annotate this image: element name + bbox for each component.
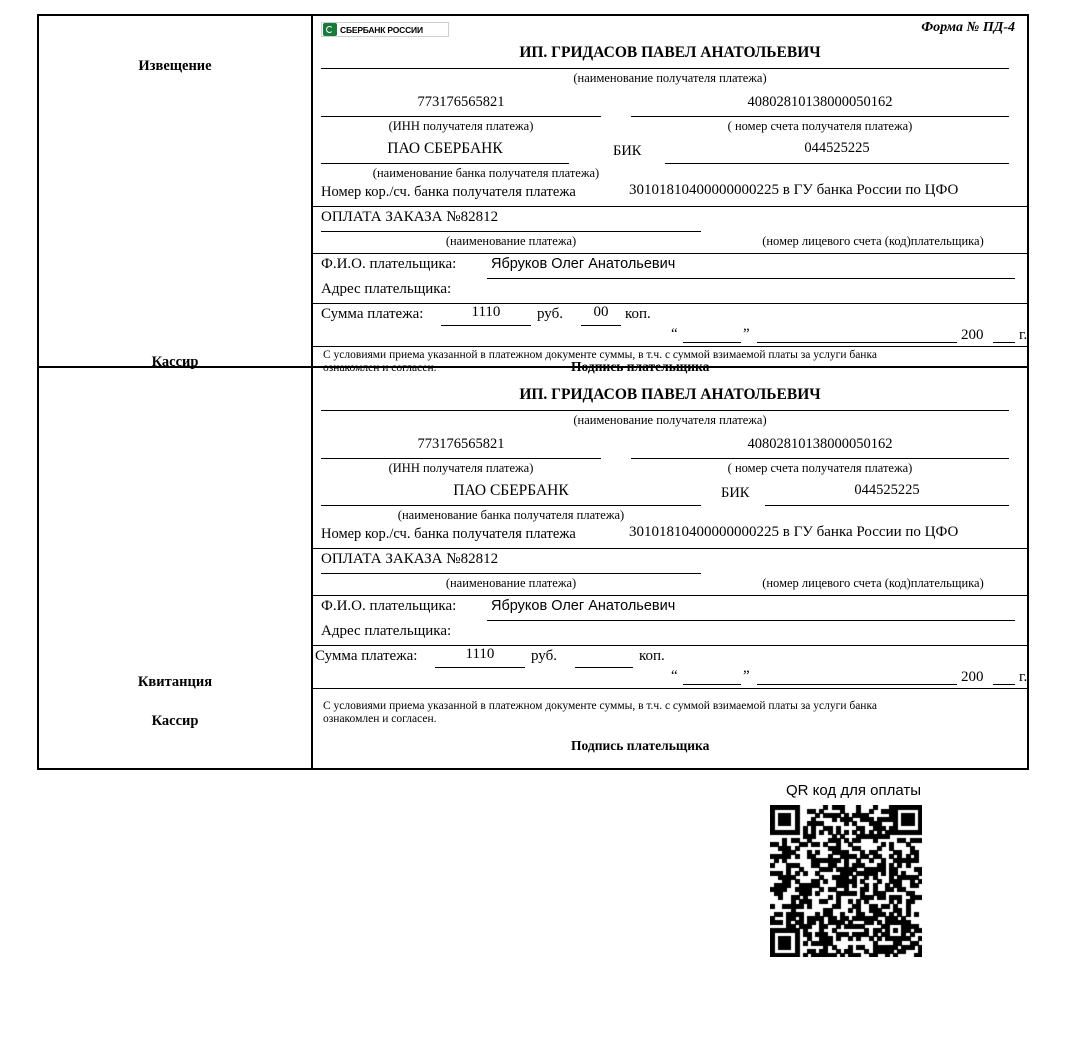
- receipt-purpose-value: ОПЛАТА ЗАКАЗА №82812: [321, 551, 499, 567]
- notice-bank-name: ПАО СБЕРБАНК: [387, 140, 503, 157]
- notice-year-rule: [993, 342, 1015, 343]
- receipt-sum-value: 1110: [465, 646, 495, 662]
- notice-cashier-label: Кассир: [151, 354, 199, 370]
- notice-kop-rule: [581, 325, 621, 326]
- receipt-bik-value: 044525225: [854, 482, 920, 498]
- receipt-date-quote-close: ”: [743, 668, 750, 684]
- receipt-date-quote-open: “: [671, 668, 678, 684]
- notice-payer-label: Ф.И.О. плательщика:: [321, 256, 457, 272]
- sberbank-logo-icon: [321, 22, 449, 37]
- receipt-corr-value: 30101810400000000225 в ГУ банка России по ЦФО: [629, 524, 959, 540]
- receipt-terms-line1: С условиями приема указанной в платежном документе суммы, в т.ч. с суммой взимаемой платы за услуги банка: [323, 700, 877, 712]
- receipt-year-rule: [993, 684, 1015, 685]
- receipt-day-rule: [683, 684, 741, 685]
- notice-bik-value: 044525225: [804, 140, 870, 156]
- notice-inn-value: 773176565821: [417, 94, 505, 110]
- receipt-corr-rule: [313, 548, 1027, 549]
- sberbank-mark-icon: [323, 23, 337, 36]
- notice-payer-rule: [487, 278, 1015, 279]
- notice-corr-value: 30101810400000000225 в ГУ банка России по ЦФО: [629, 182, 959, 198]
- notice-title-label: Извещение: [138, 58, 212, 74]
- notice-purpose-value: ОПЛАТА ЗАКАЗА №82812: [321, 209, 499, 225]
- notice-recipient-name: ИП. ГРИДАСОВ ПАВЕЛ АНАТОЛЬЕВИЧ: [519, 44, 821, 61]
- receipt-personal-account-caption: (номер лицевого счета (код)плательщика): [762, 576, 984, 590]
- notice-date-quote-close: ”: [743, 326, 750, 342]
- receipt-purpose-divider: [313, 595, 1027, 596]
- receipt-inn-rule: [321, 458, 601, 459]
- receipt-bank-name: ПАО СБЕРБАНК: [453, 482, 569, 499]
- receipt-month-rule: [757, 684, 957, 685]
- notice-purpose-divider: [313, 253, 1027, 254]
- receipt-date-divider: [313, 688, 1027, 689]
- notice-right-column: [313, 16, 1028, 374]
- notice-terms-line2: ознакомлен и согласен.: [323, 362, 437, 374]
- qr-caption: QR код для оплаты: [786, 782, 922, 799]
- receipt-purpose-caption: (наименование платежа): [445, 576, 577, 590]
- notice-bank-rule: [321, 163, 569, 164]
- receipt-year-suffix: г.: [1019, 669, 1028, 685]
- notice-sum-value: 1110: [471, 304, 501, 320]
- receipt-bik-label: БИК: [721, 485, 750, 501]
- receipt-sum-rule: [435, 667, 525, 668]
- receipt-payer-label: Ф.И.О. плательщика:: [321, 598, 457, 614]
- receipt-address-rule: [313, 645, 1027, 646]
- receipt-inn-value: 773176565821: [417, 436, 505, 452]
- receipt-address-label: Адрес плательщика:: [321, 623, 452, 639]
- receipt-payer-name: Ябруков Олег Анатольевич: [491, 598, 676, 614]
- receipt-year-prefix: 200: [961, 669, 984, 685]
- notice-purpose-caption: (наименование платежа): [445, 234, 577, 248]
- notice-bank-caption: (наименование банка получателя платежа): [372, 166, 600, 180]
- notice-address-label: Адрес плательщика:: [321, 281, 452, 297]
- notice-sum-label: Сумма платежа:: [321, 306, 424, 322]
- receipt-purpose-rule: [321, 573, 701, 574]
- receipt-right-column: [313, 368, 1027, 768]
- notice-date-quote-open: “: [671, 326, 678, 342]
- notice-date-divider: [313, 346, 1027, 347]
- notice-payer-name: Ябруков Олег Анатольевич: [491, 256, 676, 272]
- receipt-bank-rule: [321, 505, 701, 506]
- notice-signature-label: Подпись плательщика: [571, 359, 710, 374]
- receipt-title-label: Квитанция: [137, 674, 213, 690]
- qr-code-image: [770, 805, 922, 957]
- receipt-bank-caption: (наименование банка получателя платежа): [397, 508, 625, 522]
- receipt-cashier-label: Кассир: [151, 713, 199, 729]
- form-number: Форма № ПД-4: [921, 20, 1015, 35]
- receipt-account-value: 40802810138000050162: [747, 436, 893, 452]
- notice-year-suffix: г.: [1019, 327, 1028, 343]
- receipt-recipient-caption: (наименование получателя платежа): [573, 413, 767, 427]
- receipt-terms-line2: ознакомлен и согласен.: [323, 713, 437, 725]
- notice-inn-caption: (ИНН получателя платежа): [388, 119, 534, 133]
- notice-recipient-rule: [321, 68, 1009, 69]
- notice-bik-label: БИК: [613, 143, 642, 159]
- notice-terms-line1: С условиями приема указанной в платежном документе суммы, в т.ч. с суммой взимаемой платы за услуги банка: [323, 349, 877, 361]
- sberbank-logo-text: СБЕРБАНК РОССИИ: [340, 24, 423, 35]
- receipt-kop-label: коп.: [639, 648, 665, 664]
- payment-form: [37, 14, 1029, 770]
- notice-day-rule: [683, 342, 741, 343]
- notice-corr-label: Номер кор./сч. банка получателя платежа: [321, 184, 576, 200]
- receipt-kop-rule: [575, 667, 633, 668]
- receipt-section: [39, 368, 1027, 768]
- notice-corr-rule: [313, 206, 1027, 207]
- notice-rub-label: руб.: [537, 306, 563, 322]
- notice-personal-account-caption: (номер лицевого счета (код)плательщика): [762, 234, 984, 248]
- notice-month-rule: [757, 342, 957, 343]
- notice-account-value: 40802810138000050162: [747, 94, 893, 110]
- notice-year-prefix: 200: [961, 327, 984, 343]
- receipt-recipient-name: ИП. ГРИДАСОВ ПАВЕЛ АНАТОЛЬЕВИЧ: [519, 386, 821, 403]
- receipt-inn-caption: (ИНН получателя платежа): [388, 461, 534, 475]
- notice-sum-rule: [441, 325, 531, 326]
- notice-account-rule: [631, 116, 1009, 117]
- receipt-bik-rule: [765, 505, 1009, 506]
- receipt-rub-label: руб.: [531, 648, 557, 664]
- receipt-account-caption: ( номер счета получателя платежа): [727, 461, 913, 475]
- notice-address-rule: [313, 303, 1027, 304]
- receipt-sum-label: Сумма платежа:: [315, 648, 418, 664]
- notice-kop-value: 00: [593, 304, 609, 320]
- notice-bik-rule: [665, 163, 1009, 164]
- notice-section: [39, 16, 1028, 374]
- notice-purpose-rule: [321, 231, 701, 232]
- notice-inn-rule: [321, 116, 601, 117]
- receipt-recipient-rule: [321, 410, 1009, 411]
- receipt-account-rule: [631, 458, 1009, 459]
- receipt-payer-rule: [487, 620, 1015, 621]
- receipt-signature-label: Подпись плательщика: [571, 738, 710, 753]
- receipt-left-column: [39, 368, 313, 768]
- notice-account-caption: ( номер счета получателя платежа): [727, 119, 913, 133]
- notice-left-column: [39, 16, 313, 370]
- receipt-corr-label: Номер кор./сч. банка получателя платежа: [321, 526, 576, 542]
- notice-kop-label: коп.: [625, 306, 651, 322]
- notice-recipient-caption: (наименование получателя платежа): [573, 71, 767, 85]
